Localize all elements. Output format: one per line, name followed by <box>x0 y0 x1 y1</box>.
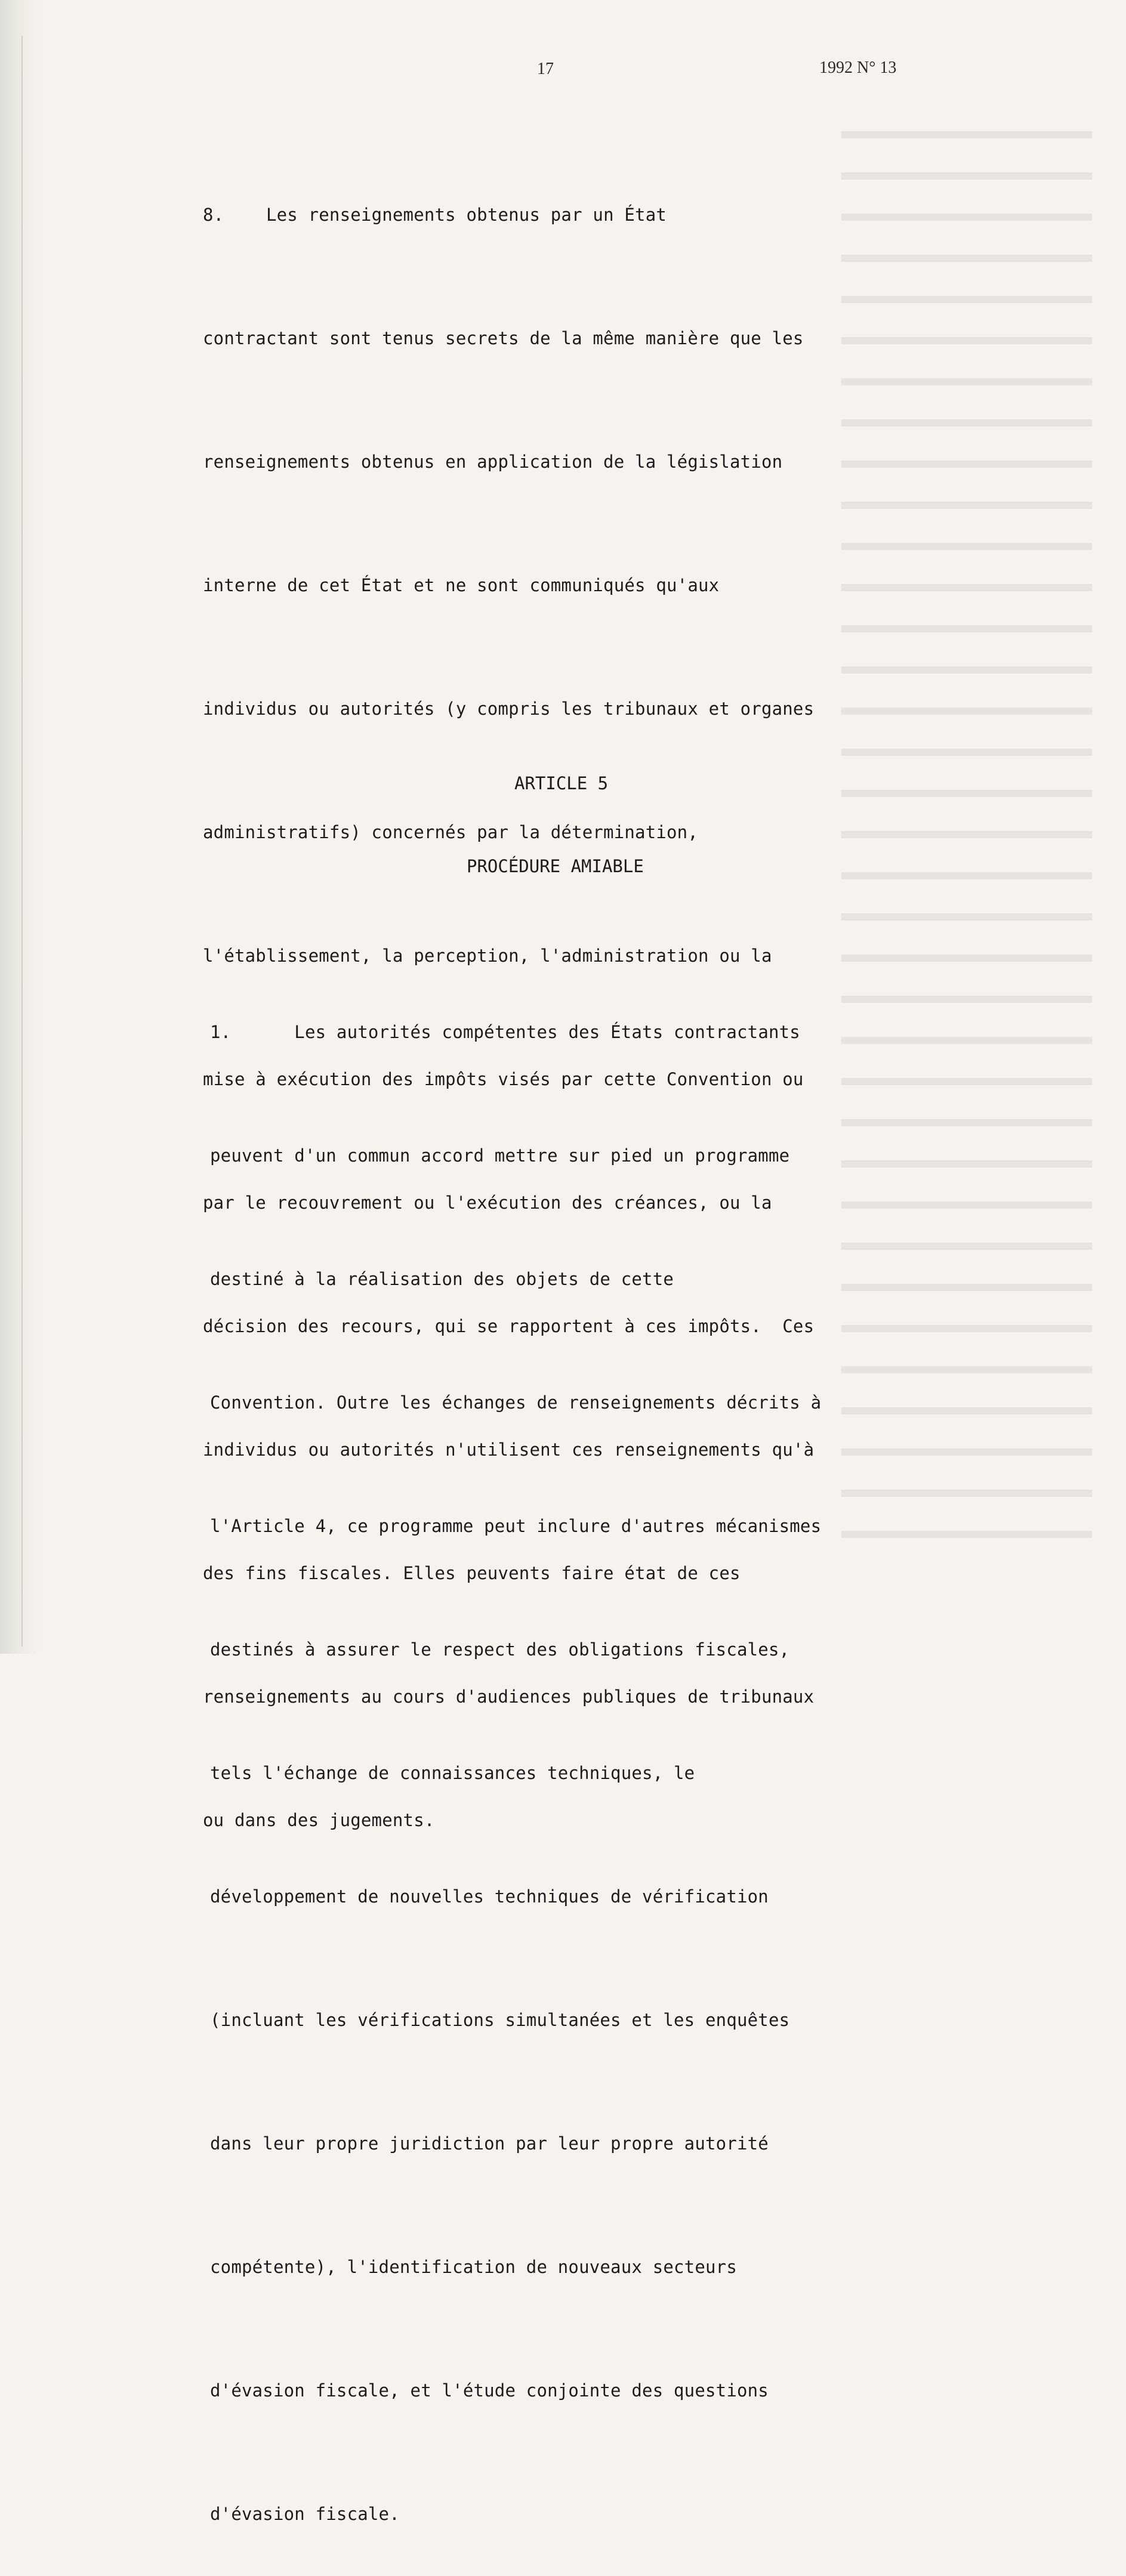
paragraph-line: décision des recours, qui se rapportent à ces impôts. Ces <box>203 1316 815 1336</box>
paragraph-line: contractant sont tenus secrets de la même manière que les <box>203 328 804 348</box>
paragraph-line: tels l'échange de connaissances techniques, le <box>210 1763 695 1783</box>
paragraph-line: ou dans des jugements. <box>203 1810 435 1830</box>
paragraph-line: administratifs) concernés par la détermination, <box>203 822 698 842</box>
paragraph-line: renseignements obtenus en application de la législation <box>203 452 783 472</box>
paragraph-line: dans leur propre juridiction par leur propre autorité <box>210 2133 769 2154</box>
paragraph-number: 8. <box>203 205 224 225</box>
paragraph-line: compétente), l'identification de nouveaux secteurs <box>210 2257 737 2277</box>
binding-edge <box>21 36 23 1647</box>
paragraph-line: individus ou autorités (y compris les tribunaux et organes <box>203 699 815 719</box>
paragraph-line: destinés à assurer le respect des obligations fiscales, <box>210 1639 790 1660</box>
paragraph-line: peuvent d'un commun accord mettre sur pied un programme <box>210 1145 790 1166</box>
page-binding-shadow <box>0 0 42 1654</box>
paragraph-line: par le recouvrement ou l'exécution des créances, ou la <box>203 1193 772 1213</box>
paragraph-line: Convention. Outre les échanges de renseignements décrits à <box>210 1392 822 1413</box>
paragraph-line: (incluant les vérifications simultanées et les enquêtes <box>210 2010 790 2030</box>
paragraph-1 <box>210 929 821 2576</box>
paragraph-line: individus ou autorités n'utilisent ces renseignements qu'à <box>203 1440 815 1460</box>
paragraph-line: destiné à la réalisation des objets de cette <box>210 1269 674 1289</box>
paragraph-line: d'évasion fiscale, et l'étude conjointe des questions <box>210 2380 769 2401</box>
article-heading: ARTICLE 5 <box>514 773 609 793</box>
paragraph-line: des fins fiscales. Elles peuvents faire état de ces <box>203 1563 741 1583</box>
paragraph-line: l'établissement, la perception, l'administration ou la <box>203 946 772 966</box>
paragraph-number: 1. <box>210 1022 232 1042</box>
page-number: 17 <box>537 60 554 78</box>
paragraph-line: renseignements au cours d'audiences publiques de tribunaux <box>203 1687 815 1707</box>
paragraph-line: développement de nouvelles techniques de vérification <box>210 1886 769 1907</box>
show-through-text <box>841 107 1092 1539</box>
document-reference: 1992 N° 13 <box>819 58 897 77</box>
article-subheading: PROCÉDURE AMIABLE <box>467 856 644 876</box>
paragraph-line: 1. Les autorités compétentes des États contractants <box>210 1012 821 1053</box>
paragraph-line: mise à exécution des impôts visés par cette Convention ou <box>203 1069 804 1089</box>
paragraph-line: l'Article 4, ce programme peut inclure d'autres mécanismes <box>210 1516 822 1536</box>
paragraph-line: 8. Les renseignements obtenus par un État <box>203 194 814 236</box>
paragraph-line: interne de cet État et ne sont communiqués qu'aux <box>203 575 720 595</box>
paragraph-line: d'évasion fiscale. <box>210 2504 400 2524</box>
